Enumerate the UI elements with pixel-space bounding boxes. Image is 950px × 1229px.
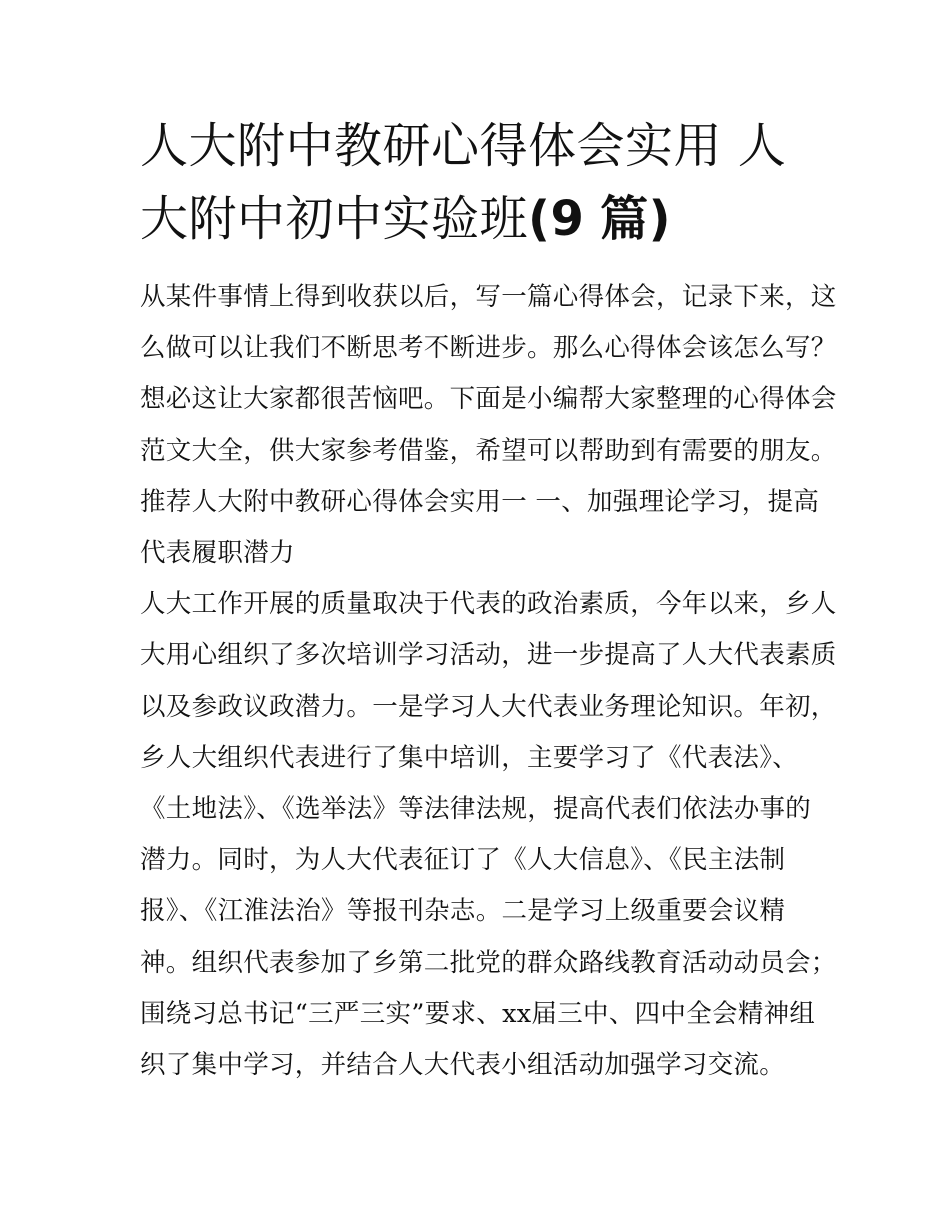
title-line-2-text: 大附中初中实验班	[140, 191, 529, 247]
body-line: 报》、《江淮法治》等报刊杂志。二是学习上级重要会议精	[140, 896, 786, 927]
body-line: 神。组织代表参加了乡第二批党的群众路线教育活动动员会；	[140, 947, 837, 978]
body-line: 范文大全，供大家参考借鉴，希望可以帮助到有需要的朋友。	[140, 435, 837, 466]
body-line: 人大工作开展的质量取决于代表的政治素质，今年以来，乡人	[140, 589, 837, 620]
body-line: 以及参政议政潜力。一是学习人大代表业务理论知识。年初，	[140, 691, 837, 722]
body-line: 想必这让大家都很苦恼吧。下面是小编帮大家整理的心得体会	[140, 384, 837, 415]
title-count-number: (9	[528, 191, 585, 247]
body-line: 么做可以让我们不断思考不断进步。那么心得体会该怎么写？	[140, 333, 837, 364]
document-title	[140, 110, 820, 256]
body-line: 乡人大组织代表进行了集中培训，主要学习了《代表法》、	[140, 742, 799, 773]
body-line: 织了集中学习，并结合人大代表小组活动加强学习交流。	[140, 1050, 786, 1081]
body-line: 围绕习总书记“三严三实”要求、xx届三中、四中全会精神组	[140, 998, 816, 1029]
title-line-2	[140, 183, 820, 256]
body-line: 潜力。同时，为人大代表征订了《人大信息》、《民主法制	[140, 845, 786, 876]
title-line-1: 人大附中教研心得体会实用 人	[140, 118, 787, 174]
body-line: 从某件事情上得到收获以后，写一篇心得体会，记录下来，这	[140, 282, 837, 312]
body-line: 推荐人大附中教研心得体会实用一 一、加强理论学习，提高	[140, 486, 820, 517]
body-line: 代表履职潜力	[140, 538, 295, 569]
body-line: 大用心组织了多次培训学习活动，进一步提高了人大代表素质	[140, 640, 837, 671]
title-count-unit: 篇)	[600, 191, 672, 247]
body-line: 《土地法》、《选举法》等法律法规，提高代表们依法办事的	[140, 794, 812, 825]
document-body	[140, 272, 837, 1091]
